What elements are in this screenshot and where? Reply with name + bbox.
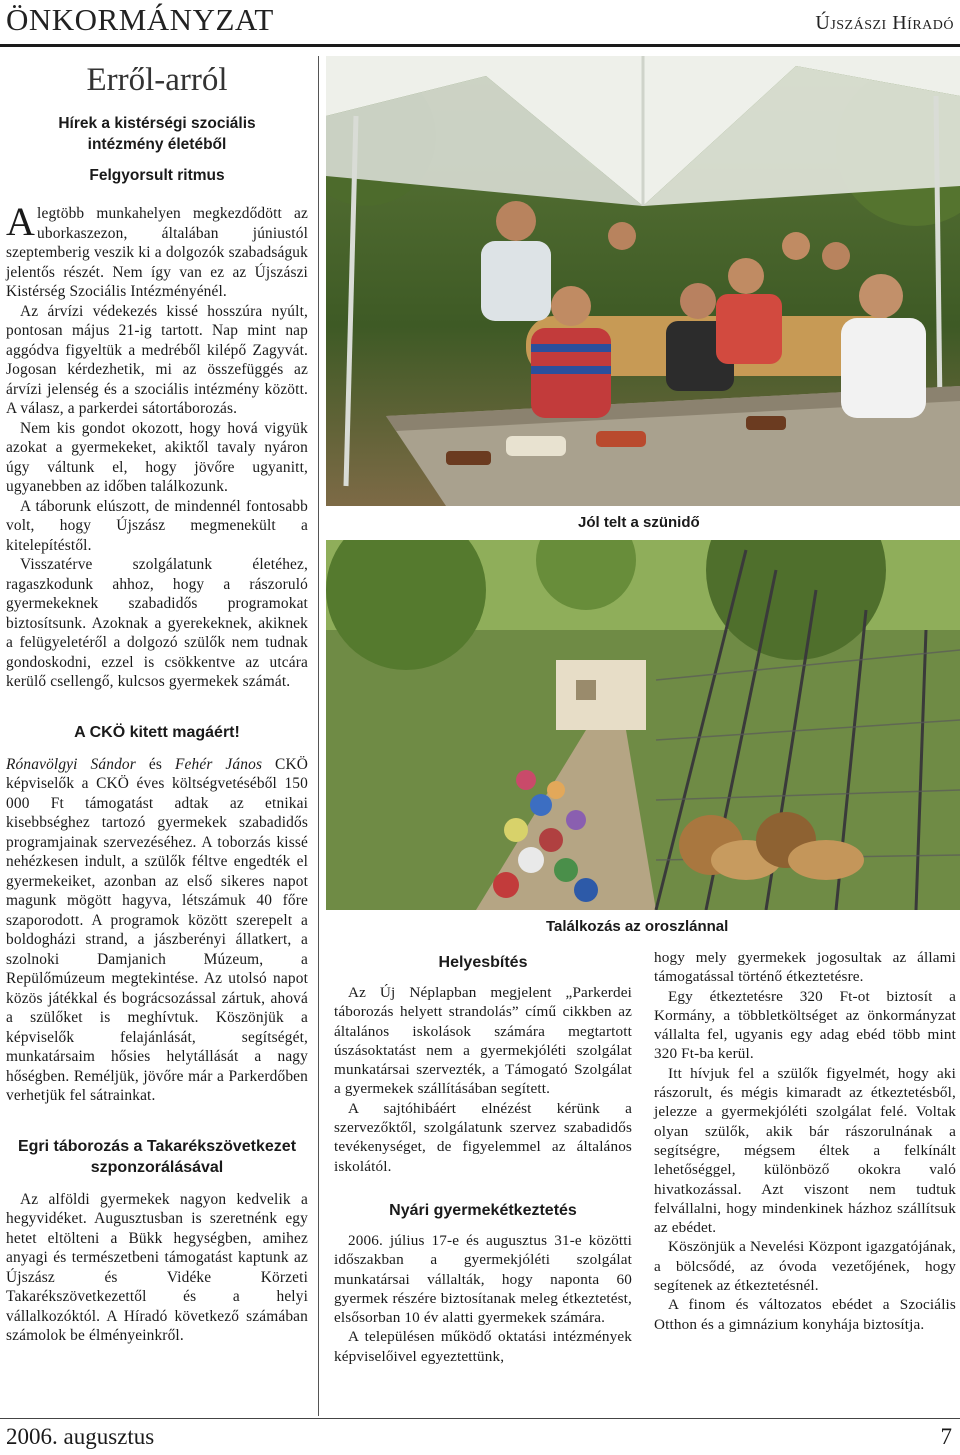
paragraph: A táborunk elúszott, de mindennél fontosabb volt, hogy Újszász megmenekült a kitelepítéstől. — [6, 497, 308, 554]
column-divider — [318, 56, 319, 1416]
photo-picnic — [326, 56, 960, 506]
header-rule — [0, 44, 960, 47]
paragraph: Az árvízi védekezés kissé hosszúra nyúlt, pontosan május 21-ig tartott. Nap mint nap aggódva figyeltük a medréből kilépő Zagyvát. Jogosan kérdezhetik, mi az összefüggés az árvízi jelenség és a szociális intézmény között. A válasz, a parkerdei sátortáborozás. — [6, 302, 308, 417]
paragraph: hogy mely gyermekek jogosultak az állami támogatással történő étkeztetésre. — [654, 949, 956, 986]
issue-date: 2006. augusztus — [6, 1424, 155, 1449]
section-heading-etkeztetes: Nyári gyermekétkeztetés — [389, 1201, 577, 1219]
paragraph-text: legtöbb munkahelyen megkezdődött az uborkaszezon, általában júniustól szeptemberig veszik ki a dolgozók szabadságuk jelentős részét. Nem így van ez az Újszászi Kistérség Szociális Intézményénél. — [6, 205, 308, 300]
paragraph: Az Új Néplapban megjelent „Parkerdei táborozás helyett strandolás” című cikkben az általános iskolások számára megtartott úszásoktatást nem a gyermekjóléti szolgálat munkatársai szervezték, a Támogató Szolgálat a gyermekek szállításában segített. — [334, 984, 632, 1098]
section-heading-cko: A CKÖ kitett magáért! — [74, 723, 240, 741]
picnic-photo-illustration — [326, 56, 960, 506]
section-heading-helyesbites: Helyesbítés — [438, 954, 528, 971]
paragraph-text: CKÖ képviselők a CKÖ éves költségvetéséből 150 000 Ft támogatást adtak az etnikai kisebbséghez tartozó gyermekek szabadidős programjainak szervezéséhez. A toborzás kissé nehézkesen indult, a szülők féltve engedték el gyermekeiket, azonban az első sikeres napot magunk mögött hagyva, létszámuk 40 főre szaporodott. A programok között szerepelt a boldogházi strand, a jászberényi állatkert, a szolnoki Damjanich Múzeum, a Repülőmúzeum megtekintése. Az utolsó napot közös játékkal és bográcsozással zártuk, ahová a szülőket is meghívtuk. Köszönjük a képviselők felajánlását, segítségét, munkatársaim hősies helytállását a nagy hőségben. Reméljük, jövőre már a Parkerdőben verhetjük fel sátrainkat. — [6, 755, 308, 1104]
footer-rule — [0, 1418, 960, 1419]
drop-cap: A — [6, 199, 36, 244]
publication-name: Újszászi Híradó — [815, 12, 954, 34]
paragraph-cko — [6, 755, 308, 1106]
paragraph-egri: Az alföldi gyermekek nagyon kedvelik a hegyvidéket. Augusztusban is szeretnénk egy hetet eltölteni a Bükk hegységben, amihez anyagi és természetbeni támogatást kaptunk az Újszász és Vidéke Körzeti Takarékszövetkezettől és a helyi vállalkozóktól. A Híradó következő számában számolok be élményeinkről. — [6, 1190, 308, 1344]
paragraph: Köszönjük a Nevelési Központ igazgatójának, a bölcsődé, az óvoda vezetőjének, hogy segítenek az étkeztetésnél. — [654, 1238, 956, 1295]
paragraph: Egy étkeztetésre 320 Ft-ot biztosít a Kormány, a többletköltséget az önkormányzat vállalta fel, ugyanis egy adag ebéd több mint 320 Ft-ba kerül. — [654, 987, 956, 1063]
right-column — [654, 948, 956, 1334]
article-subhead: Felgyorsult ritmus — [89, 167, 225, 184]
paragraph — [6, 199, 308, 302]
section-heading-egri: Egri táborozás a Takarékszövetkezet szponzorálásával — [17, 1137, 297, 1176]
photo-caption-1: Jól telt a szünidő — [578, 514, 700, 531]
person-name: Rónavölgyi Sándor — [6, 755, 136, 773]
photo-caption-2: Találkozás az oroszlánnal — [546, 918, 729, 935]
left-column — [6, 58, 308, 1346]
paragraph: Itt hívjuk fel a szülők figyelmét, hogy aki rászorult, és mégis kimaradt az étkeztetésből, jelezze a gyermekjóléti szolgálat felé. Voltak olyan szülők, akik bár rászorulnának a segítségre, mégsem éltek a felkínált lehetőséggel, különböző okokra való hivatkozással. Azt viszont nem tudtuk felvállalni, hogy mindenkinek házhoz szállítsuk az ebédet. — [654, 1064, 956, 1237]
paragraph: Nem kis gondot okozott, hogy hová vigyük azokat a gyermekeket, akiktől tavaly nyáron úgy váltunk el, hogy jövőre ugyanitt, ugyanebben az időben találkozunk. — [6, 419, 308, 495]
paragraph: A sajtóhibáért elnézést kérünk a szervezőktől, szolgálatunk szervez szabadidős tevékenységet, de figyelemmel az általános iskolától. — [334, 1099, 632, 1175]
paragraph: Visszatérve szolgálatunk életéhez, ragaszkodunk ahhoz, hogy a rászoruló gyermekeknek szabadidős programokat biztosítsunk. Azoknak a gyerekeknek, akiknek a felügyeletéről a dolgozó szülők nem tudnak gondoskodni, ezzel is csökkentve az utcára kerülő csellengő, kulcsos gyermekek számát. — [6, 556, 308, 690]
section-title: ÖNKORMÁNYZAT — [6, 2, 274, 37]
photo-zoo — [326, 540, 960, 910]
paragraph: A finom és változatos ebédet a Szociális Otthon és a gimnázium konyhája biztosítja. — [654, 1296, 956, 1333]
paragraph: A településen működő oktatási intézmények képviselőivel egyeztettünk, — [334, 1328, 632, 1365]
zoo-photo-illustration — [326, 540, 960, 910]
person-name: Fehér János — [174, 755, 263, 773]
middle-column — [334, 952, 632, 1366]
page-number: 7 — [940, 1424, 952, 1449]
kicker-title: Erről-arról — [86, 62, 228, 98]
article-headline: Hírek a kistérségi szociális intézmény életéből — [58, 115, 256, 153]
paragraph: 2006. július 17-e és augusztus 31-e közötti időszakban a gyermekjóléti szolgálat munkatársai vállalták, hogy naponta 60 gyermek részére biztosítanak meleg étkeztetést, elsősorban 10 év alatti gyermekek számára. — [334, 1231, 632, 1327]
conjunction: és — [135, 755, 175, 773]
